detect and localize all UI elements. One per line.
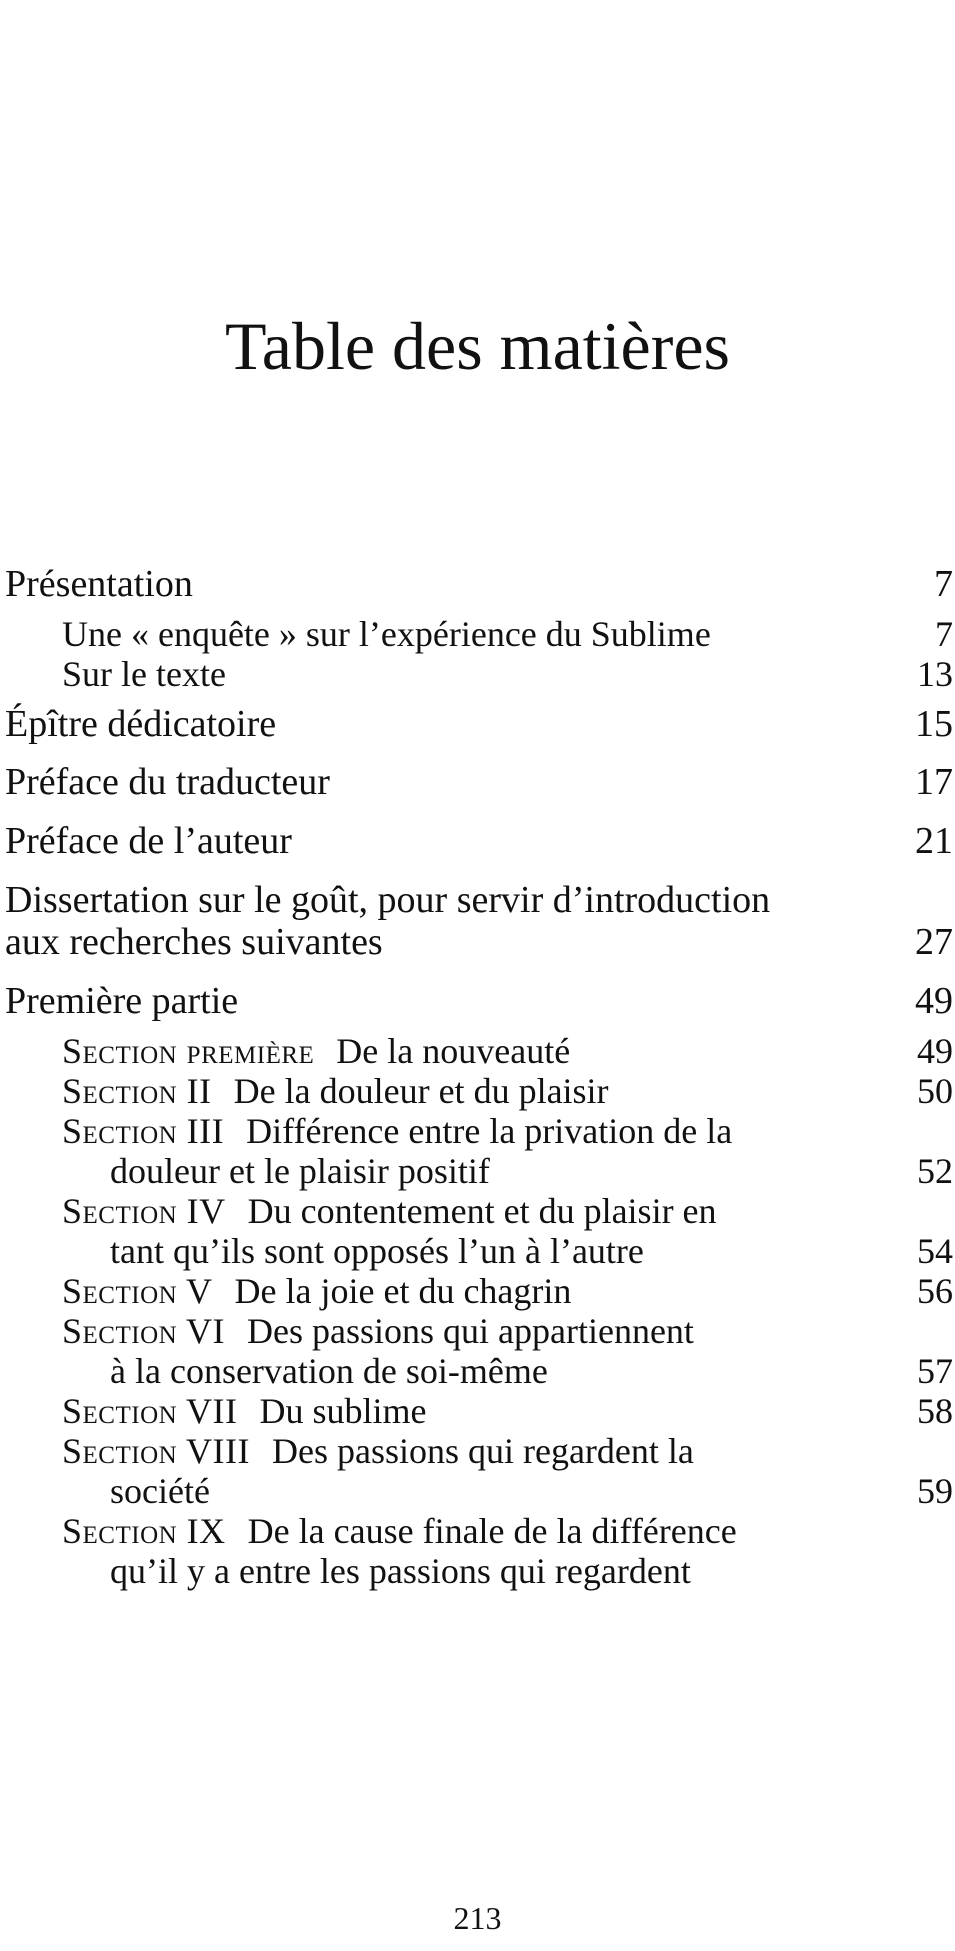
section-title: De la douleur et du plaisir [233, 1071, 609, 1111]
section-title: Différence entre la privation de la [246, 1111, 733, 1151]
toc-entry-label: Préface du traducteur [5, 761, 330, 803]
toc-entry-label: aux recherches suivantes [5, 921, 383, 963]
section-title-cont: douleur et le plaisir positif [110, 1151, 490, 1191]
toc-entry-page: 58 [917, 1391, 953, 1431]
toc-entry-page: 17 [915, 761, 953, 803]
section-prefix: Section II [62, 1071, 212, 1111]
toc-entry-page: 21 [915, 820, 953, 862]
toc-entry-label: Présentation [5, 563, 193, 605]
toc-entry-label: Une « enquête » sur l’expérience du Sublime [62, 614, 711, 654]
section-title-cont: à la conservation de soi-même [110, 1351, 548, 1391]
page-title: Table des matières [224, 308, 731, 384]
toc-entry-page: 49 [917, 1031, 953, 1071]
toc-entry-page: 7 [935, 614, 953, 654]
section-title: De la joie et du chagrin [234, 1271, 572, 1311]
toc-entry-page: 54 [917, 1231, 953, 1271]
section-prefix: Section V [62, 1271, 213, 1311]
section-title: Des passions qui appartiennent [247, 1311, 694, 1351]
toc-entry-label: Épître dédicatoire [5, 703, 277, 745]
section-title-cont: tant qu’ils sont opposés l’un à l’autre [110, 1231, 644, 1271]
section-title: Du contentement et du plaisir en [247, 1191, 717, 1231]
toc-entry-page: 7 [934, 563, 953, 605]
section-title-cont: société [110, 1471, 210, 1511]
section-prefix: Section VII [62, 1391, 238, 1431]
section-prefix: Section VIII [62, 1431, 250, 1471]
toc-entry-page: 15 [915, 703, 953, 745]
section-title: De la nouveauté [336, 1031, 571, 1071]
section-prefix: Section III [62, 1111, 225, 1151]
section-prefix: Section première [62, 1031, 315, 1071]
page-number: 213 [453, 1900, 502, 1936]
section-prefix: Section IX [62, 1511, 226, 1551]
toc-entry-page: 59 [917, 1471, 953, 1511]
toc-entry-page: 57 [917, 1351, 953, 1391]
toc-entry-label: Première partie [5, 980, 239, 1022]
toc-entry-label: Sur le texte [62, 654, 226, 694]
section-title: Des passions qui regardent la [271, 1431, 694, 1471]
section-prefix: Section VI [62, 1311, 226, 1351]
toc-entry-page: 50 [917, 1071, 953, 1111]
section-title: Du sublime [259, 1391, 427, 1431]
toc-entry-label: Préface de l’auteur [5, 820, 292, 862]
toc-entry-page: 49 [915, 980, 953, 1022]
toc-entry-page: 13 [917, 654, 953, 694]
section-title-cont: qu’il y a entre les passions qui regardent [110, 1551, 691, 1591]
toc-entry-page: 56 [917, 1271, 953, 1311]
toc-entry-page: 52 [917, 1151, 953, 1191]
toc-entry-page: 27 [915, 921, 953, 963]
toc-entry-label: Dissertation sur le goût, pour servir d’introduction [5, 879, 771, 921]
section-prefix: Section IV [62, 1191, 226, 1231]
section-title: De la cause finale de la différence [247, 1511, 737, 1551]
